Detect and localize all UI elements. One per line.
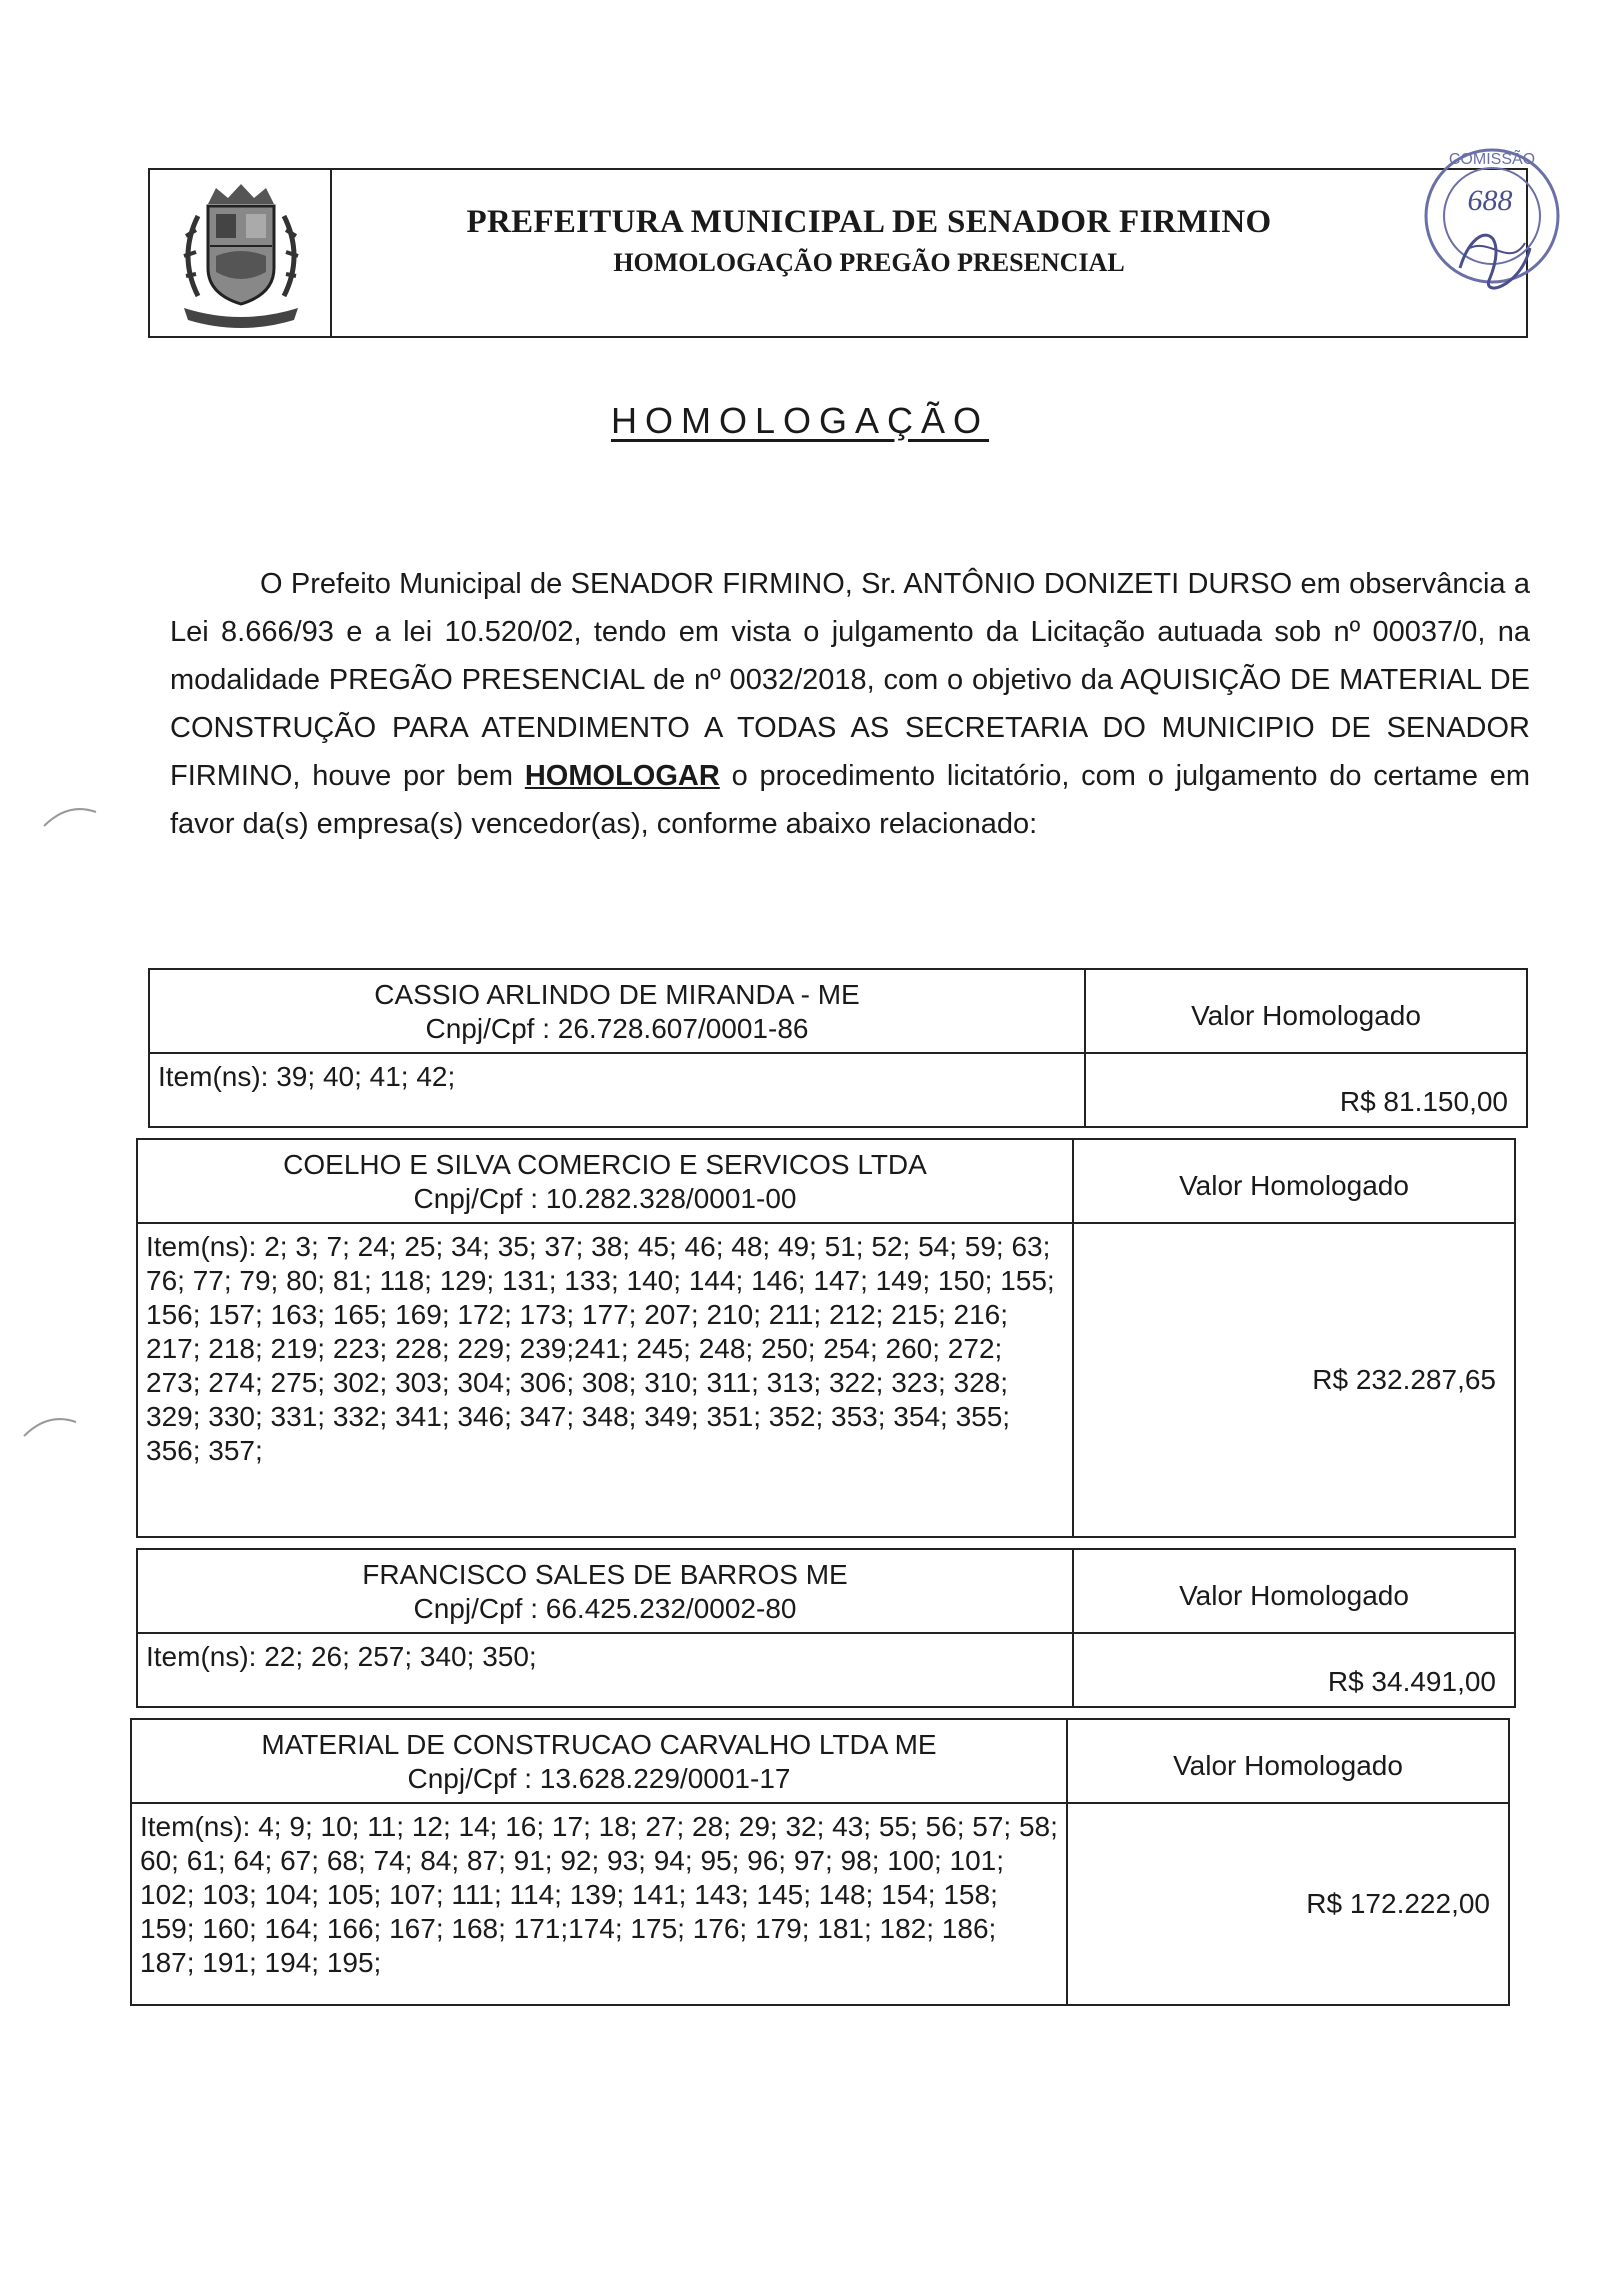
page-title: HOMOLOGAÇÃO (610, 400, 990, 441)
vendor-name: FRANCISCO SALES DE BARROS ME (362, 1559, 848, 1590)
municipal-crest-box (150, 170, 332, 336)
vendor-items: Item(ns): 39; 40; 41; 42; (158, 1061, 456, 1092)
vendor-box (130, 1718, 1510, 2006)
vendor-header (150, 970, 1084, 1054)
vendor-header (138, 1140, 1072, 1224)
homologated-value: R$ 172.222,00 (1306, 1888, 1490, 1919)
vendor-name: MATERIAL DE CONSTRUCAO CARVALHO LTDA ME (261, 1729, 937, 1760)
vendor-name: CASSIO ARLINDO DE MIRANDA - ME (374, 979, 860, 1010)
value-label: Valor Homologado (1068, 1720, 1508, 1804)
vendor-cnpj: Cnpj/Cpf : 10.282.328/0001-00 (413, 1183, 797, 1214)
letterhead (148, 168, 1528, 338)
value-label: Valor Homologado (1074, 1140, 1514, 1224)
vendor-details (150, 970, 1086, 1126)
vendor-name: COELHO E SILVA COMERCIO E SERVICOS LTDA (283, 1149, 927, 1180)
value-label: Valor Homologado (1074, 1550, 1514, 1634)
paragraph-text-after: o procedimento licitatório, com o julgamento do certame em favor da(s) empresa(s) vencedor(as), conforme abaixo relacionado: (170, 760, 1531, 840)
homologated-value: R$ 232.287,65 (1312, 1364, 1496, 1395)
vendor-value-column (1068, 1720, 1508, 2004)
stamp-page-number: 688 (1467, 184, 1513, 217)
municipal-crest-icon (158, 176, 324, 332)
document-type: HOMOLOGAÇÃO PREGÃO PRESENCIAL (613, 248, 1125, 277)
vendor-cnpj: Cnpj/Cpf : 66.425.232/0002-80 (413, 1593, 797, 1624)
vendor-value-column (1074, 1550, 1514, 1706)
vendor-header (132, 1720, 1066, 1804)
municipality-name: PREFEITURA MUNICIPAL DE SENADOR FIRMINO (466, 204, 1272, 240)
commission-stamp (1420, 128, 1570, 318)
vendor-items: Item(ns): 4; 9; 10; 11; 12; 14; 16; 17; 18; 27; 28; 29; 32; 43; 55; 56; 57; 58; 60; 61; 64; 67; 68; 74; 84; 87; 91; 92; 93; 94; 95; 96; 97; 98; 100; 101; 102; 103; 104; 105; 107; 111; 114; 139; 141; 143; 145; 148; 154; 158; 159; 160; 164; 166; 167; 168; 171;174; 175; 176; 179; 181; 182; 186; 187; 191; 194; 195; (140, 1811, 1058, 1978)
vendor-header (138, 1550, 1072, 1634)
vendor-cnpj: Cnpj/Cpf : 13.628.229/0001-17 (407, 1763, 791, 1794)
vendor-details (138, 1140, 1074, 1536)
vendor-details (138, 1550, 1074, 1706)
vendor-details (132, 1720, 1068, 2004)
punch-hole-mark (20, 1410, 80, 1440)
homologar-emphasis: HOMOLOGAR (524, 760, 720, 792)
vendor-box (148, 968, 1528, 1128)
svg-text:COMISSÃO: COMISSÃO (1448, 151, 1536, 168)
vendor-items: Item(ns): 2; 3; 7; 24; 25; 34; 35; 37; 38; 45; 46; 48; 49; 51; 52; 54; 59; 63; 76; 77; 79; 80; 81; 118; 129; 131; 133; 140; 144; 146; 147; 149; 150; 155; 156; 157; 163; 165; 169; 172; 173; 177; 207; 210; 211; 212; 215; 216; 217; 218; 219; 223; 228; 229; 239;241; 245; 248; 250; 254; 260; 272; 273; 274; 275; 302; 303; 304; 306; 308; 310; 311; 313; 322; 323; 328; 329; 330; 331; 332; 341; 346; 347; 348; 349; 351; 352; 353; 354; 355; 356; 357; (146, 1231, 1055, 1466)
vendor-items: Item(ns): 22; 26; 257; 340; 350; (146, 1641, 537, 1672)
vendor-cnpj: Cnpj/Cpf : 26.728.607/0001-86 (425, 1013, 809, 1044)
vendor-value-column (1086, 970, 1526, 1126)
paragraph-text-before: O Prefeito Municipal de SENADOR FIRMINO, Sr. ANTÔNIO DONIZETI DURSO em observância a Lei 8.666/93 e a lei 10.520/02, tendo em vista o julgamento da Licitação autuada sob nº 00037/0, na modalidade PREGÃO PRESENCIAL de nº 0032/2018, com o objetivo da AQUISIÇÃO DE MATERIAL DE CONSTRUÇÃO PARA ATENDIMENTO A TODAS AS SECRETARIA DO MUNICIPIO DE SENADOR FIRMINO, houve por bem (170, 568, 1530, 792)
punch-hole-mark (40, 800, 100, 830)
vendor-value-column (1074, 1140, 1514, 1536)
homologation-paragraph (170, 560, 1530, 848)
vendor-box (136, 1548, 1516, 1708)
homologated-value: R$ 34.491,00 (1327, 1666, 1496, 1697)
homologated-value: R$ 81.150,00 (1339, 1086, 1508, 1117)
value-label: Valor Homologado (1086, 970, 1526, 1054)
vendor-box (136, 1138, 1516, 1538)
